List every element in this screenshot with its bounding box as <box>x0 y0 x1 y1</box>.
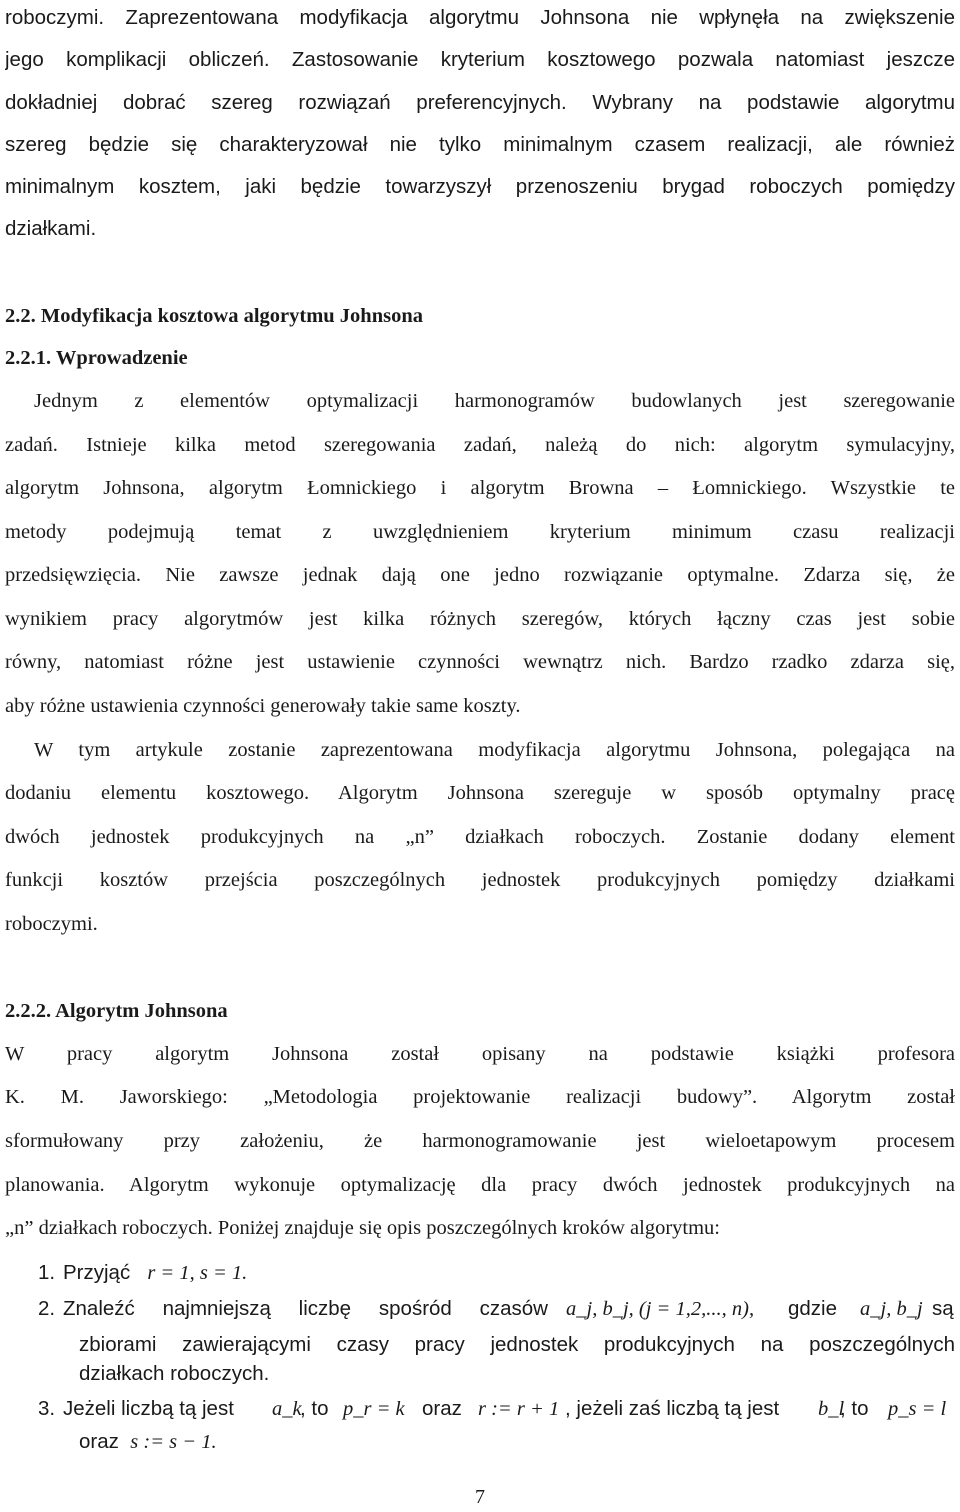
algorithm-step-1 <box>0 1255 960 1291</box>
paragraph-line: dodaniu elementu kosztowego. Algorytm Johnsona szereguje w sposób optymalny pracę <box>5 782 955 804</box>
paragraph-line: dwóch jednostek produkcyjnych na „n” działkach roboczych. Zostanie dodany element <box>5 826 955 848</box>
step-text-part: , to <box>840 1397 869 1420</box>
step-formula: s := s − 1. <box>130 1431 217 1453</box>
step-continuation: działkach roboczych. <box>79 1362 270 1385</box>
paragraph-line: Jednym z elementów optymalizacji harmonogramów budowlanych jest szeregowanie <box>34 390 955 412</box>
paragraph-line: równy, natomiast różne jest ustawienie czynności wewnątrz nich. Bardzo rzadko zdarza się, <box>5 651 955 673</box>
step-formula: b_l <box>818 1398 845 1420</box>
step-formula: a_k <box>272 1398 302 1420</box>
paragraph-line: jego komplikacji obliczeń. Zastosowanie kryterium kosztowego pozwala natomiast jeszcze <box>5 48 955 71</box>
paragraph-line: sformułowany przy założeniu, że harmonogramowanie jest wieloetapowym procesem <box>5 1130 955 1152</box>
step-formula: p_r = k <box>343 1398 405 1420</box>
paragraph-line: „n” działkach roboczych. Poniżej znajduje się opis poszczególnych kroków algorytmu: <box>5 1217 720 1239</box>
step-formula: a_j, b_j, (j = 1,2,..., n), <box>566 1298 755 1320</box>
step-text-part: Znaleźć najmniejszą liczbę spośród czasów <box>63 1297 548 1320</box>
step-continuation: zbiorami zawierającymi czasy pracy jednostek produkcyjnych na poszczególnych <box>79 1333 955 1356</box>
paragraph-line: aby różne ustawienia czynności generowały takie same koszty. <box>5 695 521 717</box>
step-text-part: Przyjąć <box>63 1261 131 1284</box>
page-number: 7 <box>475 1486 485 1508</box>
step-formula: p_s = l <box>888 1398 947 1420</box>
step-formula: r = 1, s = 1. <box>147 1262 248 1284</box>
paragraph-line: minimalnym kosztem, jaki będzie towarzyszył przenoszeniu brygad roboczych pomiędzy <box>5 175 955 198</box>
paragraph-line: funkcji kosztów przejścia poszczególnych jednostek produkcyjnych pomiędzy działkami <box>5 869 955 891</box>
subsection-heading: 2.2.1. Wprowadzenie <box>5 347 188 369</box>
paragraph-line: algorytm Johnsona, algorytm Łomnickiego i algorytm Browna – Łomnickiego. Wszystkie te <box>5 477 955 499</box>
step-number: 1. <box>38 1261 56 1284</box>
paragraph-line: dokładniej dobrać szereg rozwiązań preferencyjnych. Wybrany na podstawie algorytmu <box>5 91 955 114</box>
paragraph-line: działkami. <box>5 217 97 240</box>
paragraph-line: W tym artykule zostanie zaprezentowana modyfikacja algorytmu Johnsona, polegająca na <box>34 739 955 761</box>
paragraph-line: zadań. Istnieje kilka metod szeregowania zadań, należą do nich: algorytm symulacyjny, <box>5 434 955 456</box>
step-text-part: , jeżeli zaś liczbą tą jest <box>565 1397 780 1420</box>
paragraph-line: szereg będzie się charakteryzował nie tylko minimalnym czasem realizacji, ale również <box>5 133 955 156</box>
section-heading: 2.2. Modyfikacja kosztowa algorytmu Johnsona <box>5 305 423 327</box>
step-text-part: oraz <box>422 1397 462 1420</box>
step-text-part: gdzie <box>788 1297 838 1320</box>
step-formula: a_j, b_j <box>860 1298 923 1320</box>
step-text <box>63 1255 247 1291</box>
paragraph-line: przedsięwzięcia. Nie zawsze jednak dają one jedno rozwiązanie optymalne. Zdarza się, że <box>5 564 955 586</box>
step-text-part: , to <box>300 1397 329 1420</box>
step-text-part: Jeżeli liczbą tą jest <box>63 1397 234 1420</box>
step-formula: r := r + 1 <box>478 1398 560 1420</box>
paragraph-line: roboczymi. Zaprezentowana modyfikacja algorytmu Johnsona nie wpłynęła na zwiększenie <box>5 6 955 29</box>
step-text-part: oraz <box>79 1430 119 1453</box>
step-number: 2. <box>38 1297 56 1320</box>
step-continuation <box>79 1424 955 1460</box>
paragraph-line: W pracy algorytm Johnsona został opisany na podstawie książki profesora <box>5 1043 955 1065</box>
paragraph-line: K. M. Jaworskiego: „Metodologia projektowanie realizacji budowy”. Algorytm został <box>5 1086 955 1108</box>
paragraph-line: planowania. Algorytm wykonuje optymalizację dla pracy dwóch jednostek produkcyjnych na <box>5 1174 955 1196</box>
step-text-part: są <box>932 1297 954 1320</box>
subsection-heading: 2.2.2. Algorytm Johnsona <box>5 1000 228 1022</box>
paragraph-line: wynikiem pracy algorytmów jest kilka różnych szeregów, których łączny czas jest sobie <box>5 608 955 630</box>
algorithm-step-2 <box>0 1291 960 1327</box>
paragraph-line: roboczymi. <box>5 913 98 935</box>
paragraph-line: metody podejmują temat z uwzględnieniem kryterium minimum czasu realizacji <box>5 521 955 543</box>
algorithm-step-3 <box>0 1391 960 1427</box>
step-number: 3. <box>38 1397 56 1420</box>
